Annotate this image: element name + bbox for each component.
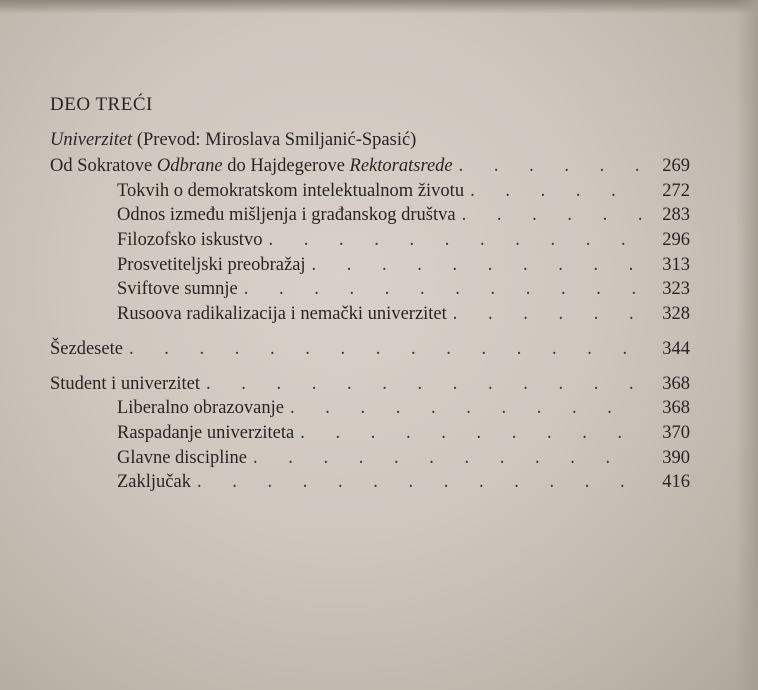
toc-entry-title: Tokvih o demokratskom intelektualnom životu: [117, 180, 465, 201]
toc-entry: [50, 421, 690, 446]
toc-entry-page: 368: [662, 398, 690, 419]
toc-entry: [50, 277, 690, 302]
toc-entry-title: Student i univerzitet: [50, 373, 201, 394]
toc-entry-page: 296: [662, 230, 690, 251]
part-title: DEO TREĆI: [50, 94, 153, 115]
toc-entry-title: Liberalno obrazovanje: [117, 398, 284, 419]
toc-entry-title: Raspadanje univerziteta: [117, 422, 295, 443]
page-top-shadow: [0, 0, 758, 14]
toc-entry: [50, 203, 690, 228]
dot-leader: [462, 203, 642, 228]
toc-entry-title: Sviftove sumnje: [117, 279, 238, 300]
section-title: Univerzitet: [50, 130, 133, 150]
toc-entry-page: 269: [662, 156, 690, 176]
toc-entry-title: Od Sokratove Odbrane do Hajdegerove Rektoratsrede: [50, 156, 453, 176]
toc-entry-title: Odnos između mišljenja i građanskog društva: [117, 205, 456, 226]
toc-entry-page: 272: [662, 180, 690, 201]
translator-credit: (Prevod: Miroslava Smiljanić-Spasić): [136, 130, 417, 150]
page-edge: [736, 0, 758, 690]
dot-leader: [268, 228, 642, 253]
toc-entry: [50, 228, 690, 253]
toc-entry-page: 390: [662, 447, 690, 468]
toc-entry: [50, 179, 690, 204]
dot-leader: [312, 253, 642, 278]
section-heading: [50, 128, 690, 152]
toc-entry-page: 416: [662, 472, 690, 493]
toc-entry: [50, 372, 690, 397]
toc-entry-title: Filozofsko iskustvo: [117, 230, 263, 251]
dot-leader: [129, 337, 642, 362]
toc-entry-page: 283: [662, 205, 690, 226]
toc-entry: [50, 154, 690, 179]
toc-entry: [50, 470, 690, 495]
table-of-contents: [50, 92, 690, 495]
toc-entry: [50, 253, 690, 278]
dot-leader: [470, 179, 642, 204]
toc-entry: [50, 337, 690, 362]
dot-leader: [459, 154, 642, 179]
toc-entry-page: 368: [662, 373, 690, 394]
toc-entry-title: Zaključak: [117, 472, 191, 493]
toc-entry-title: Šezdesete: [50, 338, 123, 359]
toc-entry-page: 328: [662, 304, 690, 325]
dot-leader: [253, 446, 642, 471]
toc-list: [50, 154, 690, 495]
dot-leader: [197, 470, 642, 495]
toc-entry-page: 344: [662, 338, 690, 359]
toc-entry: [50, 302, 690, 327]
dot-leader: [206, 372, 642, 397]
toc-entry-page: 323: [662, 279, 690, 300]
dot-leader: [453, 302, 642, 327]
toc-entry-title: Glavne discipline: [117, 447, 247, 468]
toc-entry: [50, 396, 690, 421]
dot-leader: [300, 421, 642, 446]
toc-entry-page: 313: [662, 254, 690, 275]
toc-entry: [50, 446, 690, 471]
dot-leader: [244, 277, 642, 302]
dot-leader: [290, 396, 642, 421]
toc-entry-title: Rusoova radikalizacija i nemački univerzitet: [117, 304, 447, 325]
toc-entry-page: 370: [662, 422, 690, 443]
toc-entry-title: Prosvetiteljski preobražaj: [117, 254, 306, 275]
